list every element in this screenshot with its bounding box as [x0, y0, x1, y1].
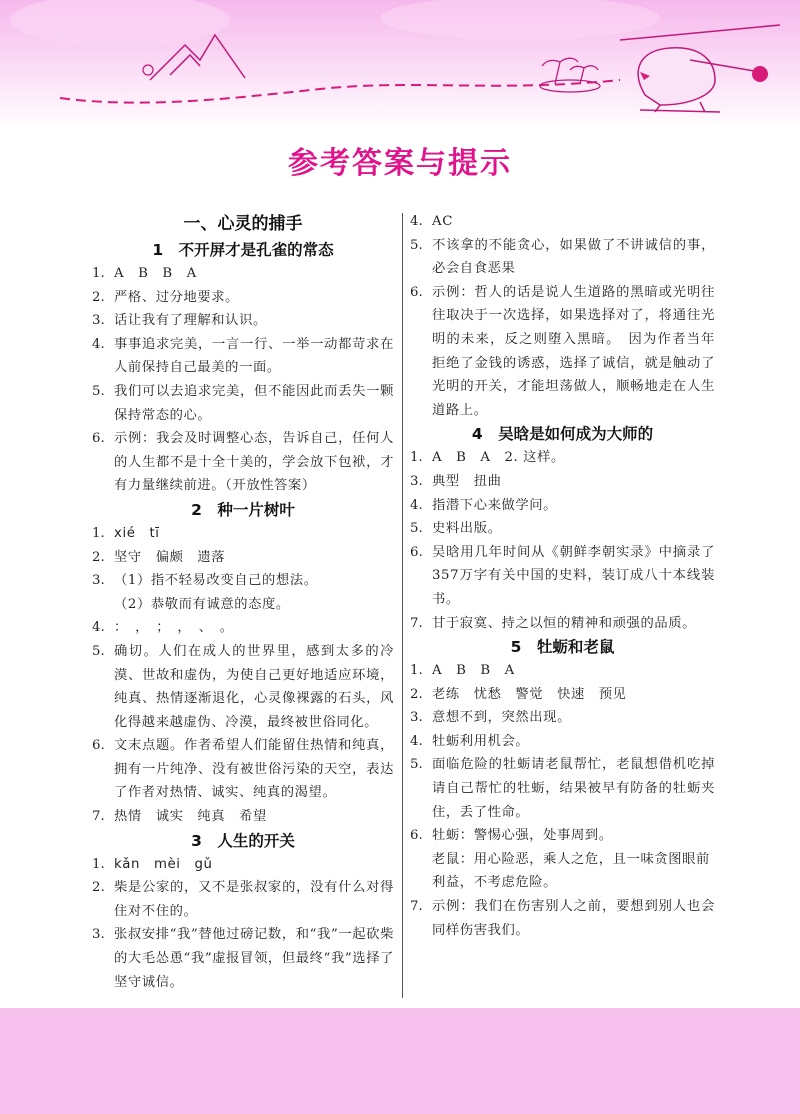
answer-item: 6. 吴晗用几年时间从《朝鲜李朝实录》中摘录了357万字有关中国的史料，装订成八十本线装书。 — [410, 544, 715, 607]
column-divider — [402, 213, 403, 998]
answer-item: 1. A B B A — [410, 663, 515, 679]
answer-item: 5. 我们可以去追求完美，但不能因此而丢失一颗保持常态的心。 — [92, 383, 394, 423]
answer-item: 4. AC — [410, 214, 453, 229]
unit-heading: 一、心灵的捕手 — [183, 214, 303, 234]
lesson-1-heading: 1 不开屏才是孔雀的常态 — [152, 241, 334, 259]
answer-item: 5. 不该拿的不能贪心，如果做了不讲诚信的事，必会自食恶果 — [410, 237, 715, 277]
answer-item: 2. 坚守 偏颇 遗落 — [92, 549, 226, 565]
footer-band — [0, 1008, 800, 1114]
answer-item: 4. ： ， ； ， 、 。 — [92, 620, 234, 636]
answer-item: 3. 典型 扭曲 — [410, 473, 502, 489]
answer-item: 7. 甘于寂寞、持之以恒的精神和顽强的品质。 — [410, 615, 697, 631]
right-column — [410, 210, 715, 942]
answer-item: 2. 严格、过分地要求。 — [92, 289, 240, 305]
answer-subitem: （2）恭敬而有诚意的态度。 — [114, 596, 290, 612]
answer-subitem: 老鼠：用心险恶，乘人之危，且一味贪图眼前利益，不考虑危险。 — [432, 851, 710, 891]
answer-item: 2. 柴是公家的，又不是张叔家的，没有什么对得住对不住的。 — [92, 880, 394, 919]
answer-item: 4. 牡蛎利用机会。 — [410, 733, 530, 749]
answer-item: 3. （1）指不轻易改变自己的想法。 — [92, 573, 318, 589]
left-column — [92, 210, 394, 994]
answer-item: 3. 话让我有了理解和认识。 — [92, 313, 267, 329]
answer-item: 6. 文末点题。作者希望人们能留住热情和纯真，拥有一片纯净、没有被世俗污染的天空，表达了作者对热情、诚实、纯真的渴望。 — [92, 738, 394, 801]
answer-item: 4. 事事追求完美，一言一行、一举一动都苛求在人前保持自己最美的一面。 — [92, 336, 394, 376]
lesson-4-heading: 4 吴晗是如何成为大师的 — [471, 425, 654, 444]
answer-item: 1. xié tī — [92, 525, 160, 541]
answer-item: 3. 张叔安排“我”替他过磅记数，和“我”一起砍柴的大毛怂恿“我”虚报冒领，但最终“我”选择了坚守诚信。 — [92, 927, 394, 990]
answer-item: 5. 史料出版。 — [410, 521, 502, 537]
answer-item: 1. kǎn mèi gǔ — [92, 856, 213, 872]
answer-item: 6. 牡蛎：警惕心强，处事周到。 — [410, 828, 613, 844]
lesson-5-heading: 5 牡蛎和老鼠 — [510, 638, 615, 657]
lesson-3-heading: 3 人生的开关 — [191, 831, 295, 850]
answer-item: 7. 示例：我们在伤害别人之前，要想到别人也会同样伤害我们。 — [410, 899, 715, 938]
page-title: 参考答案与提示 — [288, 146, 512, 181]
answer-item: 3. 意想不到，突然出现。 — [410, 710, 571, 726]
answer-item: 1. A B B A — [92, 266, 197, 281]
header-decoration — [0, 0, 800, 130]
answer-item: 5. 确切。人们在成人的世界里，感到太多的冷漠、世故和虚伪，为使自己更好地适应环境，纯真、热情逐渐退化，心灵像裸露的石头，风化得越来越虚伪、冷漠，最终被世俗同化。 — [92, 643, 394, 730]
answer-item: 4. 指潜下心来做学问。 — [410, 497, 558, 513]
answer-item: 6. 示例：我会及时调整心态，告诉自己，任何人的人生都不是十全十美的，学会放下包袱，才有力量继续前进。（开放性答案） — [92, 431, 394, 494]
answer-item: 1. A B A 2. 这样。 — [410, 450, 565, 466]
lesson-2-heading: 2 种一片树叶 — [191, 500, 295, 519]
answer-item: 5. 面临危险的牡蛎请老鼠帮忙，老鼠想借机吃掉请自己帮忙的牡蛎，结果被早有防备的牡蛎夹住，丢了性命。 — [410, 757, 715, 820]
answer-item: 7. 热情 诚实 纯真 希望 — [92, 809, 267, 825]
answer-item: 6. 示例：哲人的话是说人生道路的黑暗或光明往往取决于一次选择，如果选择对了，将通往光明的未来，反之则堕入黑暗。 因为作者当年拒绝了金钱的诱惑，选择了诚信，就是触动了光明的开关，才能坦荡做人，顺畅地走在人生道路上。 — [410, 284, 715, 418]
answer-item: 2. 老练 忧愁 警觉 快速 预见 — [410, 686, 627, 702]
